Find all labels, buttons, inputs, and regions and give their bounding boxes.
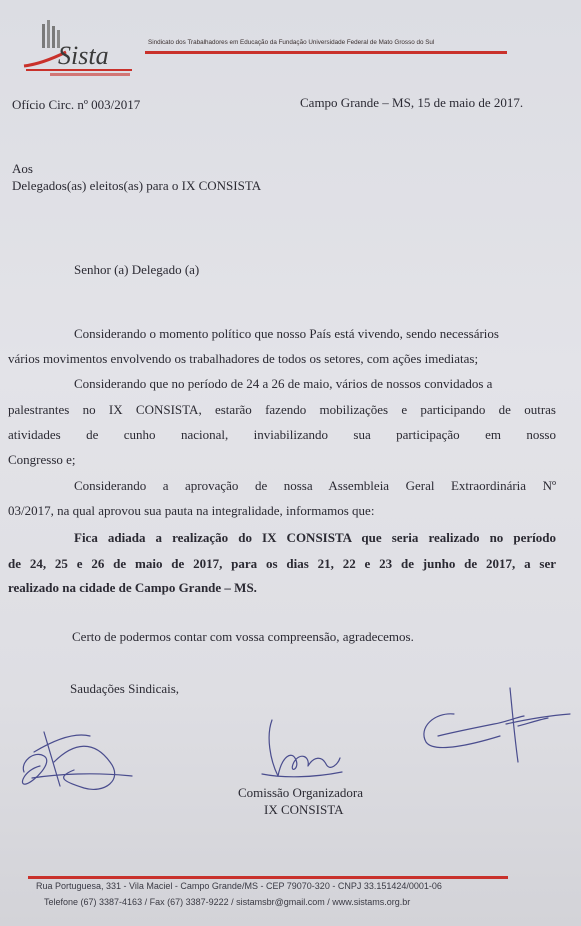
footer-contact: Telefone (67) 3387-4163 / Fax (67) 3387-9222 / sistamsbr@gmail.com / www.sistams.org.br <box>44 897 411 907</box>
paragraph-3-line-2: 03/2017, na qual aprovou sua pauta na integralidade, informamos que: <box>8 503 375 518</box>
paragraph-1-line-1: Considerando o momento político que nosso País está vivendo, sendo necessários <box>74 326 499 341</box>
signatory-line-1: Comissão Organizadora <box>238 785 364 800</box>
organization-name: Sindicato dos Trabalhadores em Educação da Fundação Universidade Federal de Mato Grosso do Sul <box>148 39 435 46</box>
notice-line-3: realizado na cidade de Campo Grande – MS. <box>8 580 257 595</box>
left-signature <box>14 722 140 798</box>
closing-sentence: Certo de podermos contar com vossa compreensão, agradecemos. <box>72 629 414 644</box>
recipient-line-2: Delegados(as) eleitos(as) para o IX CONSISTA <box>12 178 262 193</box>
paragraph-3-line-1: Considerando a aprovação de nossa Assembleia Geral Extraordinária Nº <box>74 478 556 493</box>
right-signature <box>414 684 574 764</box>
regards: Saudações Sindicais, <box>70 681 180 696</box>
paragraph-2-line-1: Considerando que no período de 24 a 26 de maio, vários de nossos convidados a <box>74 376 493 391</box>
paragraph-1-line-2: vários movimentos envolvendo os trabalhadores de todos os setores, com ações imediatas; <box>8 351 479 366</box>
paragraph-2-line-2: palestrantes no IX CONSISTA, estarão fazendo mobilizações e participando de outras <box>8 402 556 417</box>
header-divider <box>145 51 507 54</box>
salutation: Senhor (a) Delegado (a) <box>74 262 200 277</box>
svg-text:Sista: Sista <box>58 41 109 70</box>
notice-line-1: Fica adiada a realização do IX CONSISTA que seria realizado no período <box>74 530 556 545</box>
place-date: Campo Grande – MS, 15 de maio de 2017. <box>300 95 524 110</box>
paragraph-2-line-4: Congresso e; <box>8 452 76 467</box>
footer-divider <box>28 876 508 879</box>
signatory-line-2: IX CONSISTA <box>264 802 344 817</box>
sista-logo <box>20 18 140 80</box>
paragraph-2-line-3: atividades de cunho nacional, inviabilizando sua participação em nosso <box>8 427 556 442</box>
recipient-line-1: Aos <box>12 161 33 176</box>
letter-reference: Ofício Circ. nº 003/2017 <box>12 97 141 112</box>
footer-address: Rua Portuguesa, 331 - Vila Maciel - Campo Grande/MS - CEP 79070-320 - CNPJ 33.151424/0001-06 <box>36 881 442 891</box>
notice-line-2: de 24, 25 e 26 de maio de 2017, para os dias 21, 22 e 23 de junho de 2017, a ser <box>8 556 556 571</box>
center-signature <box>252 716 348 784</box>
